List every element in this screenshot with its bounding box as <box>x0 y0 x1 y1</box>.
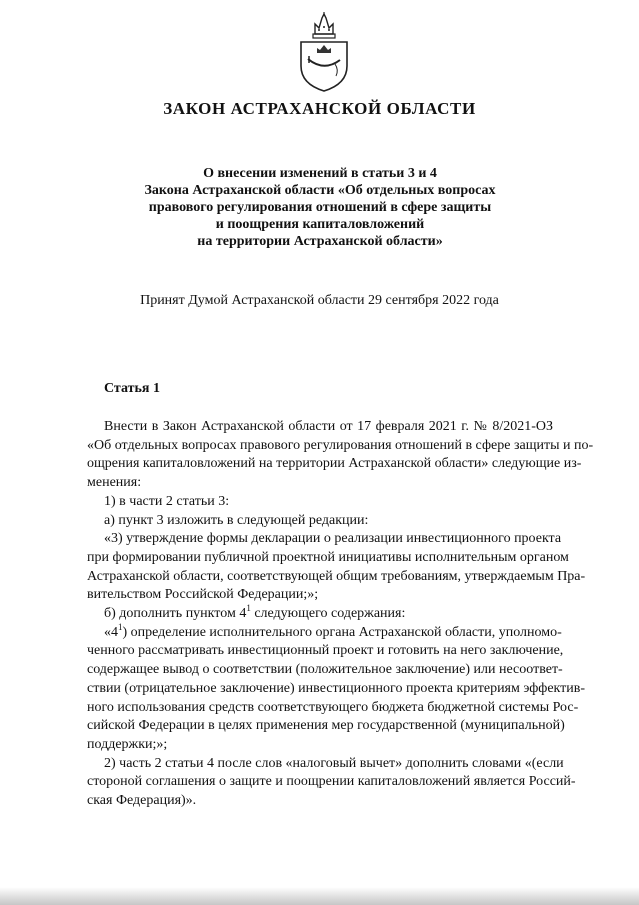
list-item-1: 1) в части 2 статьи 3: <box>104 493 230 509</box>
body-line: менения: <box>87 475 142 491</box>
body-line: стороной соглашения о защите и поощрении капиталовложений является Россий- <box>87 774 576 790</box>
quote-line: при формировании публичной проектной инициативы исполнительным органом <box>87 549 569 565</box>
adoption-statement: Принят Думой Астраханской области 29 сентября 2022 года <box>140 293 499 308</box>
quote-line: «3) утверждение формы декларации о реализации инвестиционного проекта <box>104 531 562 547</box>
subject-line: и поощрения капиталовложений <box>215 217 425 232</box>
article-body <box>87 418 594 811</box>
item-text: следующего содержания: <box>250 606 406 622</box>
superscript: 1 <box>118 621 123 632</box>
quote-line: сийской Федерации в целях применения мер государственной (муниципальной) <box>87 718 565 734</box>
list-item-2: 2) часть 2 статьи 4 после слов «налоговый вычет» дополнить словами «(если <box>104 755 564 771</box>
quote-line: ченного рассматривать инвестиционный проект и готовить на него заключение, <box>87 643 564 659</box>
scan-bottom-edge <box>0 887 639 905</box>
quote-line: вительством Российской Федерации;»; <box>87 587 319 603</box>
subject-line: на территории Астраханской области» <box>197 234 443 249</box>
quote-line <box>87 621 562 643</box>
law-title: ЗАКОН АСТРАХАНСКОЙ ОБЛАСТИ <box>163 99 476 118</box>
coat-of-arms-icon <box>295 12 353 92</box>
subject-line: правового регулирования отношений в сфере защиты <box>148 200 492 215</box>
quote-line: ствии (отрицательное заключение) инвестиционного проекта критериям эффектив- <box>87 680 586 696</box>
item-text: б) дополнить пунктом 4 <box>104 606 247 622</box>
quote-text: ) определение исполнительного органа Астраханской области, уполномо- <box>122 624 562 640</box>
law-subject <box>100 165 540 250</box>
quote-line: Астраханской области, соответствующей общим требованиям, утверждаемым Пра- <box>87 568 586 584</box>
subject-line: Закона Астраханской области «Об отдельных вопросах <box>144 183 496 198</box>
quote-line: поддержки;»; <box>87 736 168 752</box>
quote-number: «4 <box>104 624 118 640</box>
superscript: 1 <box>246 603 251 614</box>
quote-line: ного использования средств соответствующего бюджета бюджетной системы Рос- <box>87 699 579 715</box>
body-line: Внести в Закон Астраханской области от 17 февраля 2021 г. № 8/2021-ОЗ <box>104 419 553 434</box>
article-heading: Статья 1 <box>104 381 160 396</box>
quote-line: содержащее вывод о соответствии (положительное заключение) или несоответ- <box>87 662 563 678</box>
list-item-1a: а) пункт 3 изложить в следующей редакции: <box>104 512 369 528</box>
subject-line: О внесении изменений в статьи 3 и 4 <box>203 166 437 181</box>
list-item-1b <box>87 605 553 624</box>
body-line: ощрения капиталовложений на территории Астраханской области» следующие из- <box>87 456 582 472</box>
body-line: «Об отдельных вопросах правового регулирования отношений в сфере защиты и по- <box>87 437 594 453</box>
body-line: ская Федерация)». <box>87 793 197 809</box>
